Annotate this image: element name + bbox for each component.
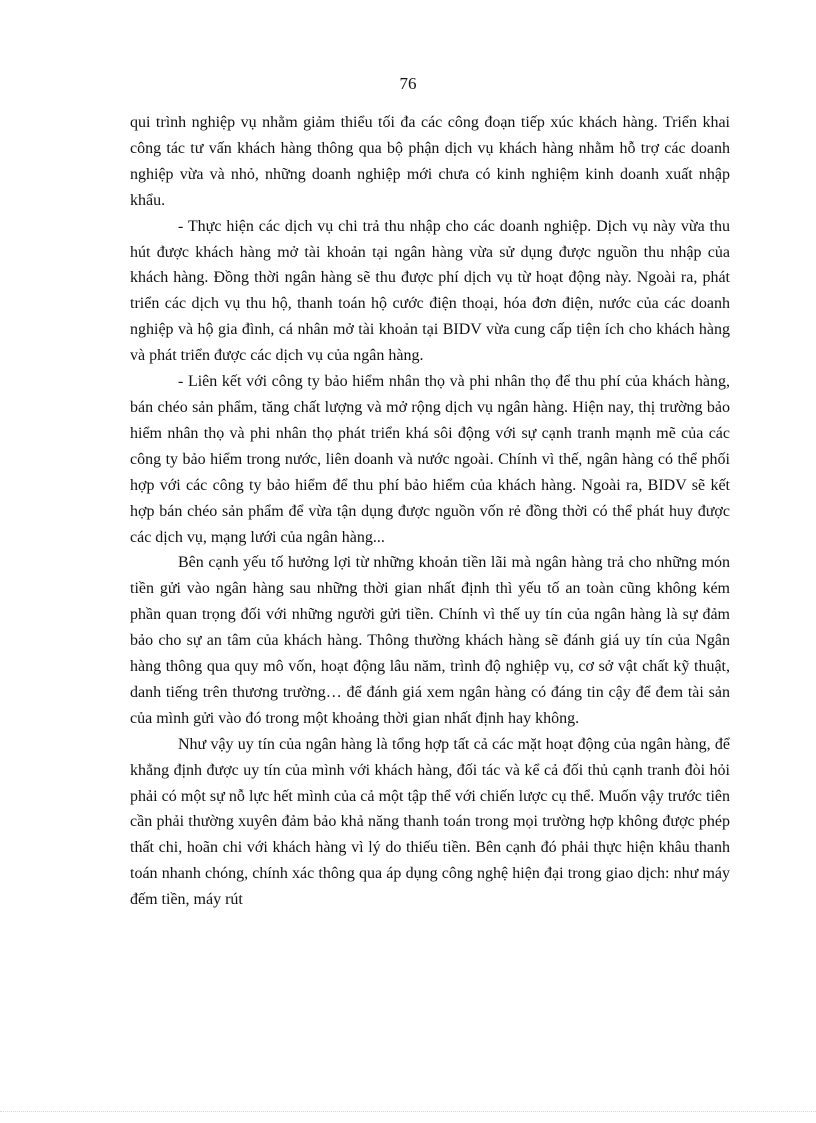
document-body xyxy=(130,110,730,913)
paragraph-2: - Thực hiện các dịch vụ chi trả thu nhập cho các doanh nghiệp. Dịch vụ này vừa thu hút được khách hàng mở tài khoản tại ngân hàng vừa sử dụng được nguồn thu nhập của khách hàng. Đồng thời ngân hàng sẽ thu được phí dịch vụ từ hoạt động này. Ngoài ra, phát triển các dịch vụ thu hộ, thanh toán hộ cước điện thoại, hóa đơn điện, nước của các doanh nghiệp và hộ gia đình, cá nhân mở tài khoản tại BIDV vừa cung cấp tiện ích cho khách hàng và phát triển được các dịch vụ của ngân hàng. xyxy=(130,217,730,365)
page-bottom-divider xyxy=(0,1111,816,1112)
paragraph-5: Như vậy uy tín của ngân hàng là tổng hợp tất cả các mặt hoạt động của ngân hàng, để khẳng định được uy tín của mình với khách hàng, đối tác và kể cả đối thủ cạnh tranh đòi hỏi phải có một sự nỗ lực hết mình của cả một tập thể với chiến lược cụ thể. Muốn vậy trước tiên cần phải thường xuyên đảm bảo khả năng thanh toán trong mọi trường hợp không được phép thất chi, hoãn chi với khách hàng vì lý do thiếu tiền. Bên cạnh đó phải thực hiện khâu thanh toán nhanh chóng, chính xác thông qua áp dụng công nghệ hiện đại trong giao dịch: như máy đếm tiền, máy rút xyxy=(130,735,730,909)
paragraph-4: Bên cạnh yếu tố hưởng lợi từ những khoản tiền lãi mà ngân hàng trả cho những món tiền gửi vào ngân hàng sau những thời gian nhất định thì yếu tố an toàn cũng không kém phần quan trọng đối với những người gửi tiền. Chính vì thế uy tín của ngân hàng là sự đảm bảo cho sự an tâm của khách hàng. Thông thường khách hàng sẽ đánh giá uy tín của Ngân hàng thông qua quy mô vốn, hoạt động lâu năm, trình độ nghiệp vụ, cơ sở vật chất kỹ thuật, danh tiếng trên thương trường… để đánh giá xem ngân hàng có đáng tin cậy để đem tài sản của mình gửi vào đó trong một khoảng thời gian nhất định hay không. xyxy=(130,554,730,727)
paragraph-1: qui trình nghiệp vụ nhằm giảm thiểu tối đa các công đoạn tiếp xúc khách hàng. Triển khai công tác tư vấn khách hàng thông qua bộ phận dịch vụ khách hàng nhằm hỗ trợ các doanh nghiệp vừa và nhỏ, những doanh nghiệp mới chưa có kinh nghiệm kinh doanh xuất nhập khẩu. xyxy=(130,114,730,209)
page-number: 76 xyxy=(399,74,417,93)
paragraph-3: - Liên kết với công ty bảo hiểm nhân thọ và phi nhân thọ để thu phí của khách hàng, bán chéo sản phẩm, tăng chất lượng và mở rộng dịch vụ ngân hàng. Hiện nay, thị trường bảo hiểm nhân thọ và phi nhân thọ phát triển khá sôi động với sự cạnh tranh mạnh mẽ của các công ty bảo hiểm trong nước, liên doanh và nước ngoài. Chính vì thế, ngân hàng có thể phối hợp với các công ty bảo hiểm để thu phí bảo hiểm của khách hàng. Ngoài ra, BIDV sẽ kết hợp bán chéo sản phẩm để vừa tận dụng được nguồn vốn rẻ đồng thời có thể phát huy được các dịch vụ, mạng lưới của ngân hàng... xyxy=(130,373,730,546)
